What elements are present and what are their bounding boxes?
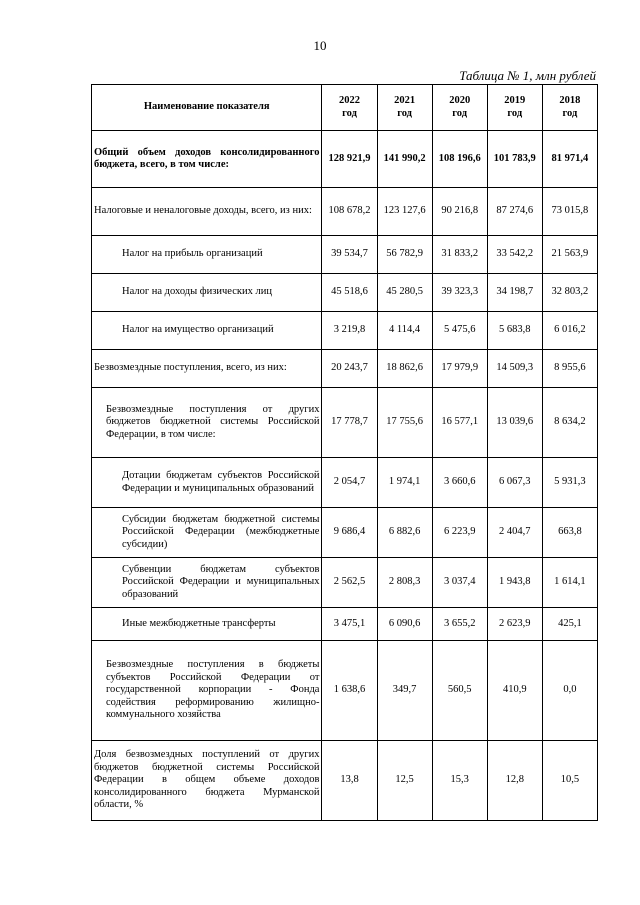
row-value-2022: 9 686,4 bbox=[322, 508, 377, 558]
row-name: Налог на имущество организаций bbox=[92, 312, 322, 350]
table-row-tax-revenue bbox=[92, 188, 598, 236]
row-value-2018: 425,1 bbox=[542, 608, 597, 641]
table-row-interbudget-receipts bbox=[92, 388, 598, 458]
table-row-housing-fund-receipts bbox=[92, 641, 598, 741]
row-value-2018: 6 016,2 bbox=[542, 312, 597, 350]
row-value-2020: 3 660,6 bbox=[432, 458, 487, 508]
row-value-2022: 108 678,2 bbox=[322, 188, 377, 236]
row-value-2018: 10,5 bbox=[542, 741, 597, 821]
row-value-2018: 81 971,4 bbox=[542, 131, 597, 188]
table-row-gratuitous-receipts bbox=[92, 350, 598, 388]
row-name: Безвозмездные поступления от других бюджетов бюджетной системы Российской Федерации, в том числе: bbox=[92, 388, 322, 458]
row-value-2021: 56 782,9 bbox=[377, 236, 432, 274]
row-value-2021: 349,7 bbox=[377, 641, 432, 741]
row-value-2020: 6 223,9 bbox=[432, 508, 487, 558]
row-value-2020: 31 833,2 bbox=[432, 236, 487, 274]
header-year-2019: 2019 год bbox=[487, 85, 542, 131]
row-value-2018: 32 803,2 bbox=[542, 274, 597, 312]
row-value-2021: 17 755,6 bbox=[377, 388, 432, 458]
row-value-2021: 141 990,2 bbox=[377, 131, 432, 188]
row-value-2020: 90 216,8 bbox=[432, 188, 487, 236]
row-value-2019: 6 067,3 bbox=[487, 458, 542, 508]
row-value-2020: 39 323,3 bbox=[432, 274, 487, 312]
row-value-2021: 45 280,5 bbox=[377, 274, 432, 312]
row-value-2019: 2 404,7 bbox=[487, 508, 542, 558]
row-value-2022: 3 475,1 bbox=[322, 608, 377, 641]
row-value-2020: 108 196,6 bbox=[432, 131, 487, 188]
table-row-profit-tax bbox=[92, 236, 598, 274]
row-value-2018: 8 955,6 bbox=[542, 350, 597, 388]
table-row-income-tax bbox=[92, 274, 598, 312]
row-value-2019: 34 198,7 bbox=[487, 274, 542, 312]
row-value-2021: 1 974,1 bbox=[377, 458, 432, 508]
row-value-2018: 8 634,2 bbox=[542, 388, 597, 458]
row-value-2020: 5 475,6 bbox=[432, 312, 487, 350]
row-value-2022: 2 562,5 bbox=[322, 558, 377, 608]
row-name: Налог на доходы физических лиц bbox=[92, 274, 322, 312]
table-row-subsidies bbox=[92, 508, 598, 558]
row-value-2018: 73 015,8 bbox=[542, 188, 597, 236]
table-row-total-revenue bbox=[92, 131, 598, 188]
row-name: Безвозмездные поступления в бюджеты субъектов Российской Федерации от государственной корпорации - Фонда содействия реформированию жилищно-коммунального хозяйства bbox=[92, 641, 322, 741]
row-value-2022: 2 054,7 bbox=[322, 458, 377, 508]
row-value-2018: 1 614,1 bbox=[542, 558, 597, 608]
row-value-2019: 14 509,3 bbox=[487, 350, 542, 388]
header-indicator-name: Наименование показателя bbox=[92, 85, 322, 131]
table-row-other-transfers bbox=[92, 608, 598, 641]
row-value-2022: 39 534,7 bbox=[322, 236, 377, 274]
header-year-2022: 2022 год bbox=[322, 85, 377, 131]
row-value-2019: 1 943,8 bbox=[487, 558, 542, 608]
row-value-2019: 33 542,2 bbox=[487, 236, 542, 274]
row-value-2020: 15,3 bbox=[432, 741, 487, 821]
table-header-row bbox=[92, 85, 598, 131]
row-value-2021: 6 882,6 bbox=[377, 508, 432, 558]
row-value-2019: 12,8 bbox=[487, 741, 542, 821]
row-value-2021: 4 114,4 bbox=[377, 312, 432, 350]
row-value-2020: 3 655,2 bbox=[432, 608, 487, 641]
table-caption: Таблица № 1, млн рублей bbox=[459, 68, 596, 83]
row-name: Субвенции бюджетам субъектов Российской Федерации и муниципальных образований bbox=[92, 558, 322, 608]
row-name: Общий объем доходов консолидированного бюджета, всего, в том числе: bbox=[92, 131, 322, 188]
row-name: Безвозмездные поступления, всего, из них: bbox=[92, 350, 322, 388]
row-value-2022: 13,8 bbox=[322, 741, 377, 821]
table-row-share-percent bbox=[92, 741, 598, 821]
table-row-property-tax bbox=[92, 312, 598, 350]
budget-revenue-table bbox=[91, 84, 598, 821]
row-name: Доля безвозмездных поступлений от других бюджетов бюджетной системы Российской Федерации в общем объеме доходов консолидированного бюджета Мурманской области, % bbox=[92, 741, 322, 821]
header-year-2020: 2020 год bbox=[432, 85, 487, 131]
row-value-2019: 2 623,9 bbox=[487, 608, 542, 641]
row-value-2021: 18 862,6 bbox=[377, 350, 432, 388]
row-name: Дотации бюджетам субъектов Российской Федерации и муниципальных образований bbox=[92, 458, 322, 508]
header-year-2018: 2018 год bbox=[542, 85, 597, 131]
table-row-subventions bbox=[92, 558, 598, 608]
row-value-2022: 128 921,9 bbox=[322, 131, 377, 188]
row-value-2022: 17 778,7 bbox=[322, 388, 377, 458]
row-value-2022: 1 638,6 bbox=[322, 641, 377, 741]
row-value-2019: 5 683,8 bbox=[487, 312, 542, 350]
row-value-2018: 0,0 bbox=[542, 641, 597, 741]
row-value-2021: 2 808,3 bbox=[377, 558, 432, 608]
row-name: Иные межбюджетные трансферты bbox=[92, 608, 322, 641]
row-value-2019: 101 783,9 bbox=[487, 131, 542, 188]
row-name: Субсидии бюджетам бюджетной системы Российской Федерации (межбюджетные субсидии) bbox=[92, 508, 322, 558]
row-value-2022: 45 518,6 bbox=[322, 274, 377, 312]
row-value-2018: 5 931,3 bbox=[542, 458, 597, 508]
row-name: Налог на прибыль организаций bbox=[92, 236, 322, 274]
row-value-2019: 87 274,6 bbox=[487, 188, 542, 236]
row-value-2022: 20 243,7 bbox=[322, 350, 377, 388]
row-value-2018: 21 563,9 bbox=[542, 236, 597, 274]
row-value-2020: 17 979,9 bbox=[432, 350, 487, 388]
header-year-2021: 2021 год bbox=[377, 85, 432, 131]
row-value-2022: 3 219,8 bbox=[322, 312, 377, 350]
row-value-2018: 663,8 bbox=[542, 508, 597, 558]
row-value-2020: 3 037,4 bbox=[432, 558, 487, 608]
table-row-subsidies-grants bbox=[92, 458, 598, 508]
row-value-2021: 12,5 bbox=[377, 741, 432, 821]
row-value-2020: 560,5 bbox=[432, 641, 487, 741]
row-value-2019: 410,9 bbox=[487, 641, 542, 741]
row-value-2021: 123 127,6 bbox=[377, 188, 432, 236]
row-name: Налоговые и неналоговые доходы, всего, из них: bbox=[92, 188, 322, 236]
page-number: 10 bbox=[313, 38, 327, 53]
row-value-2020: 16 577,1 bbox=[432, 388, 487, 458]
row-value-2019: 13 039,6 bbox=[487, 388, 542, 458]
row-value-2021: 6 090,6 bbox=[377, 608, 432, 641]
